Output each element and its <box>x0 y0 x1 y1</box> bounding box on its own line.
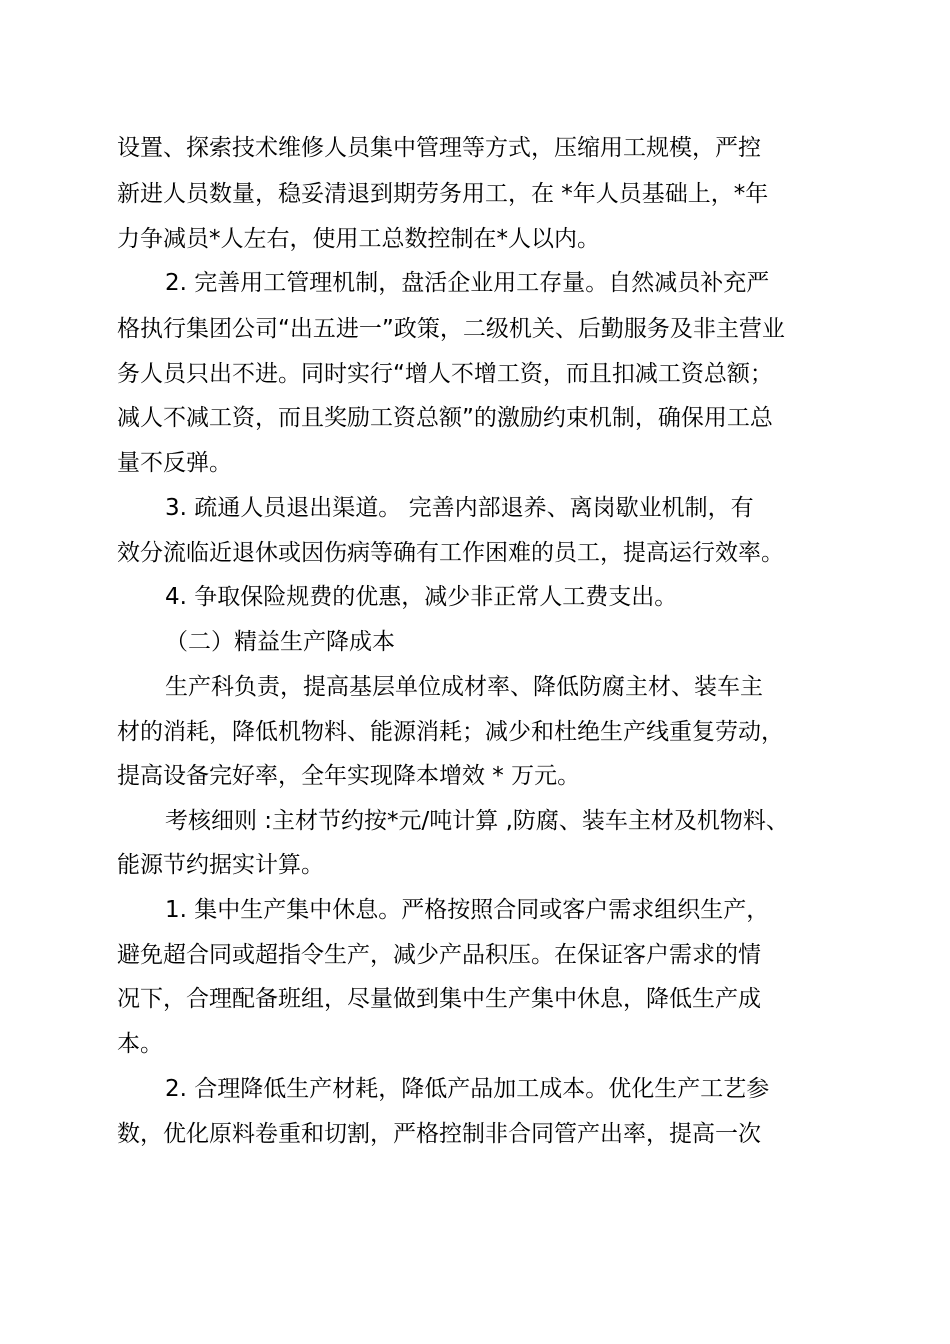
paragraph-line: 本。 <box>117 1031 163 1057</box>
paragraph-line: 1. 集中生产集中休息。严格按照合同或客户需求组织生产， <box>165 897 770 923</box>
paragraph-line: 3. 疏通人员退出渠道。 完善内部退养、离岗歇业机制，有 <box>165 495 754 521</box>
paragraph-line: 务人员只出不进。同时实行“增人不增工资，而且扣减工资总额； <box>117 361 773 387</box>
paragraph-line: 2. 完善用工管理机制，盘活企业用工存量。自然减员补充严 <box>165 270 770 296</box>
paragraph-line: 考核细则 :主材节约按*元/吨计算 ,防腐、装车主材及机物料、 <box>165 808 789 834</box>
paragraph-line: 格执行集团公司“出五进一”政策，二级机关、后勤服务及非主营业 <box>117 316 785 342</box>
paragraph-line: 生产科负责，提高基层单位成材率、降低防腐主材、装车主 <box>165 674 763 700</box>
paragraph-line: 提高设备完好率，全年实现降本增效 * 万元。 <box>117 763 581 789</box>
paragraph-line: 况下，合理配备班组，尽量做到集中生产集中休息，降低生产成 <box>117 986 761 1012</box>
section-heading: （二）精益生产降成本 <box>165 629 395 655</box>
paragraph-line: 减人不减工资，而且奖励工资总额”的激励约束机制，确保用工总 <box>117 405 773 431</box>
paragraph-line: 设置、探索技术维修人员集中管理等方式，压缩用工规模，严控 <box>117 135 761 161</box>
paragraph-line: 材的消耗，降低机物料、能源消耗；减少和杜绝生产线重复劳动， <box>117 719 784 745</box>
paragraph-line: 4. 争取保险规费的优惠，减少非正常人工费支出。 <box>165 584 678 610</box>
paragraph-line: 避免超合同或超指令生产，减少产品积压。在保证客户需求的情 <box>117 942 761 968</box>
paragraph-line: 数，优化原料卷重和切割，严格控制非合同管产出率，提高一次 <box>117 1121 761 1147</box>
paragraph-line: 力争减员*人左右，使用工总数控制在*人以内。 <box>117 226 600 252</box>
paragraph-line: 效分流临近退休或因伤病等确有工作困难的员工，提高运行效率。 <box>117 540 784 566</box>
paragraph-line: 新进人员数量，稳妥清退到期劳务用工，在 *年人员基础上，*年 <box>117 181 769 207</box>
paragraph-line: 量不反弹。 <box>117 450 232 476</box>
paragraph-line: 能源节约据实计算。 <box>117 852 324 878</box>
paragraph-line: 2. 合理降低生产材耗，降低产品加工成本。优化生产工艺参 <box>165 1076 770 1102</box>
